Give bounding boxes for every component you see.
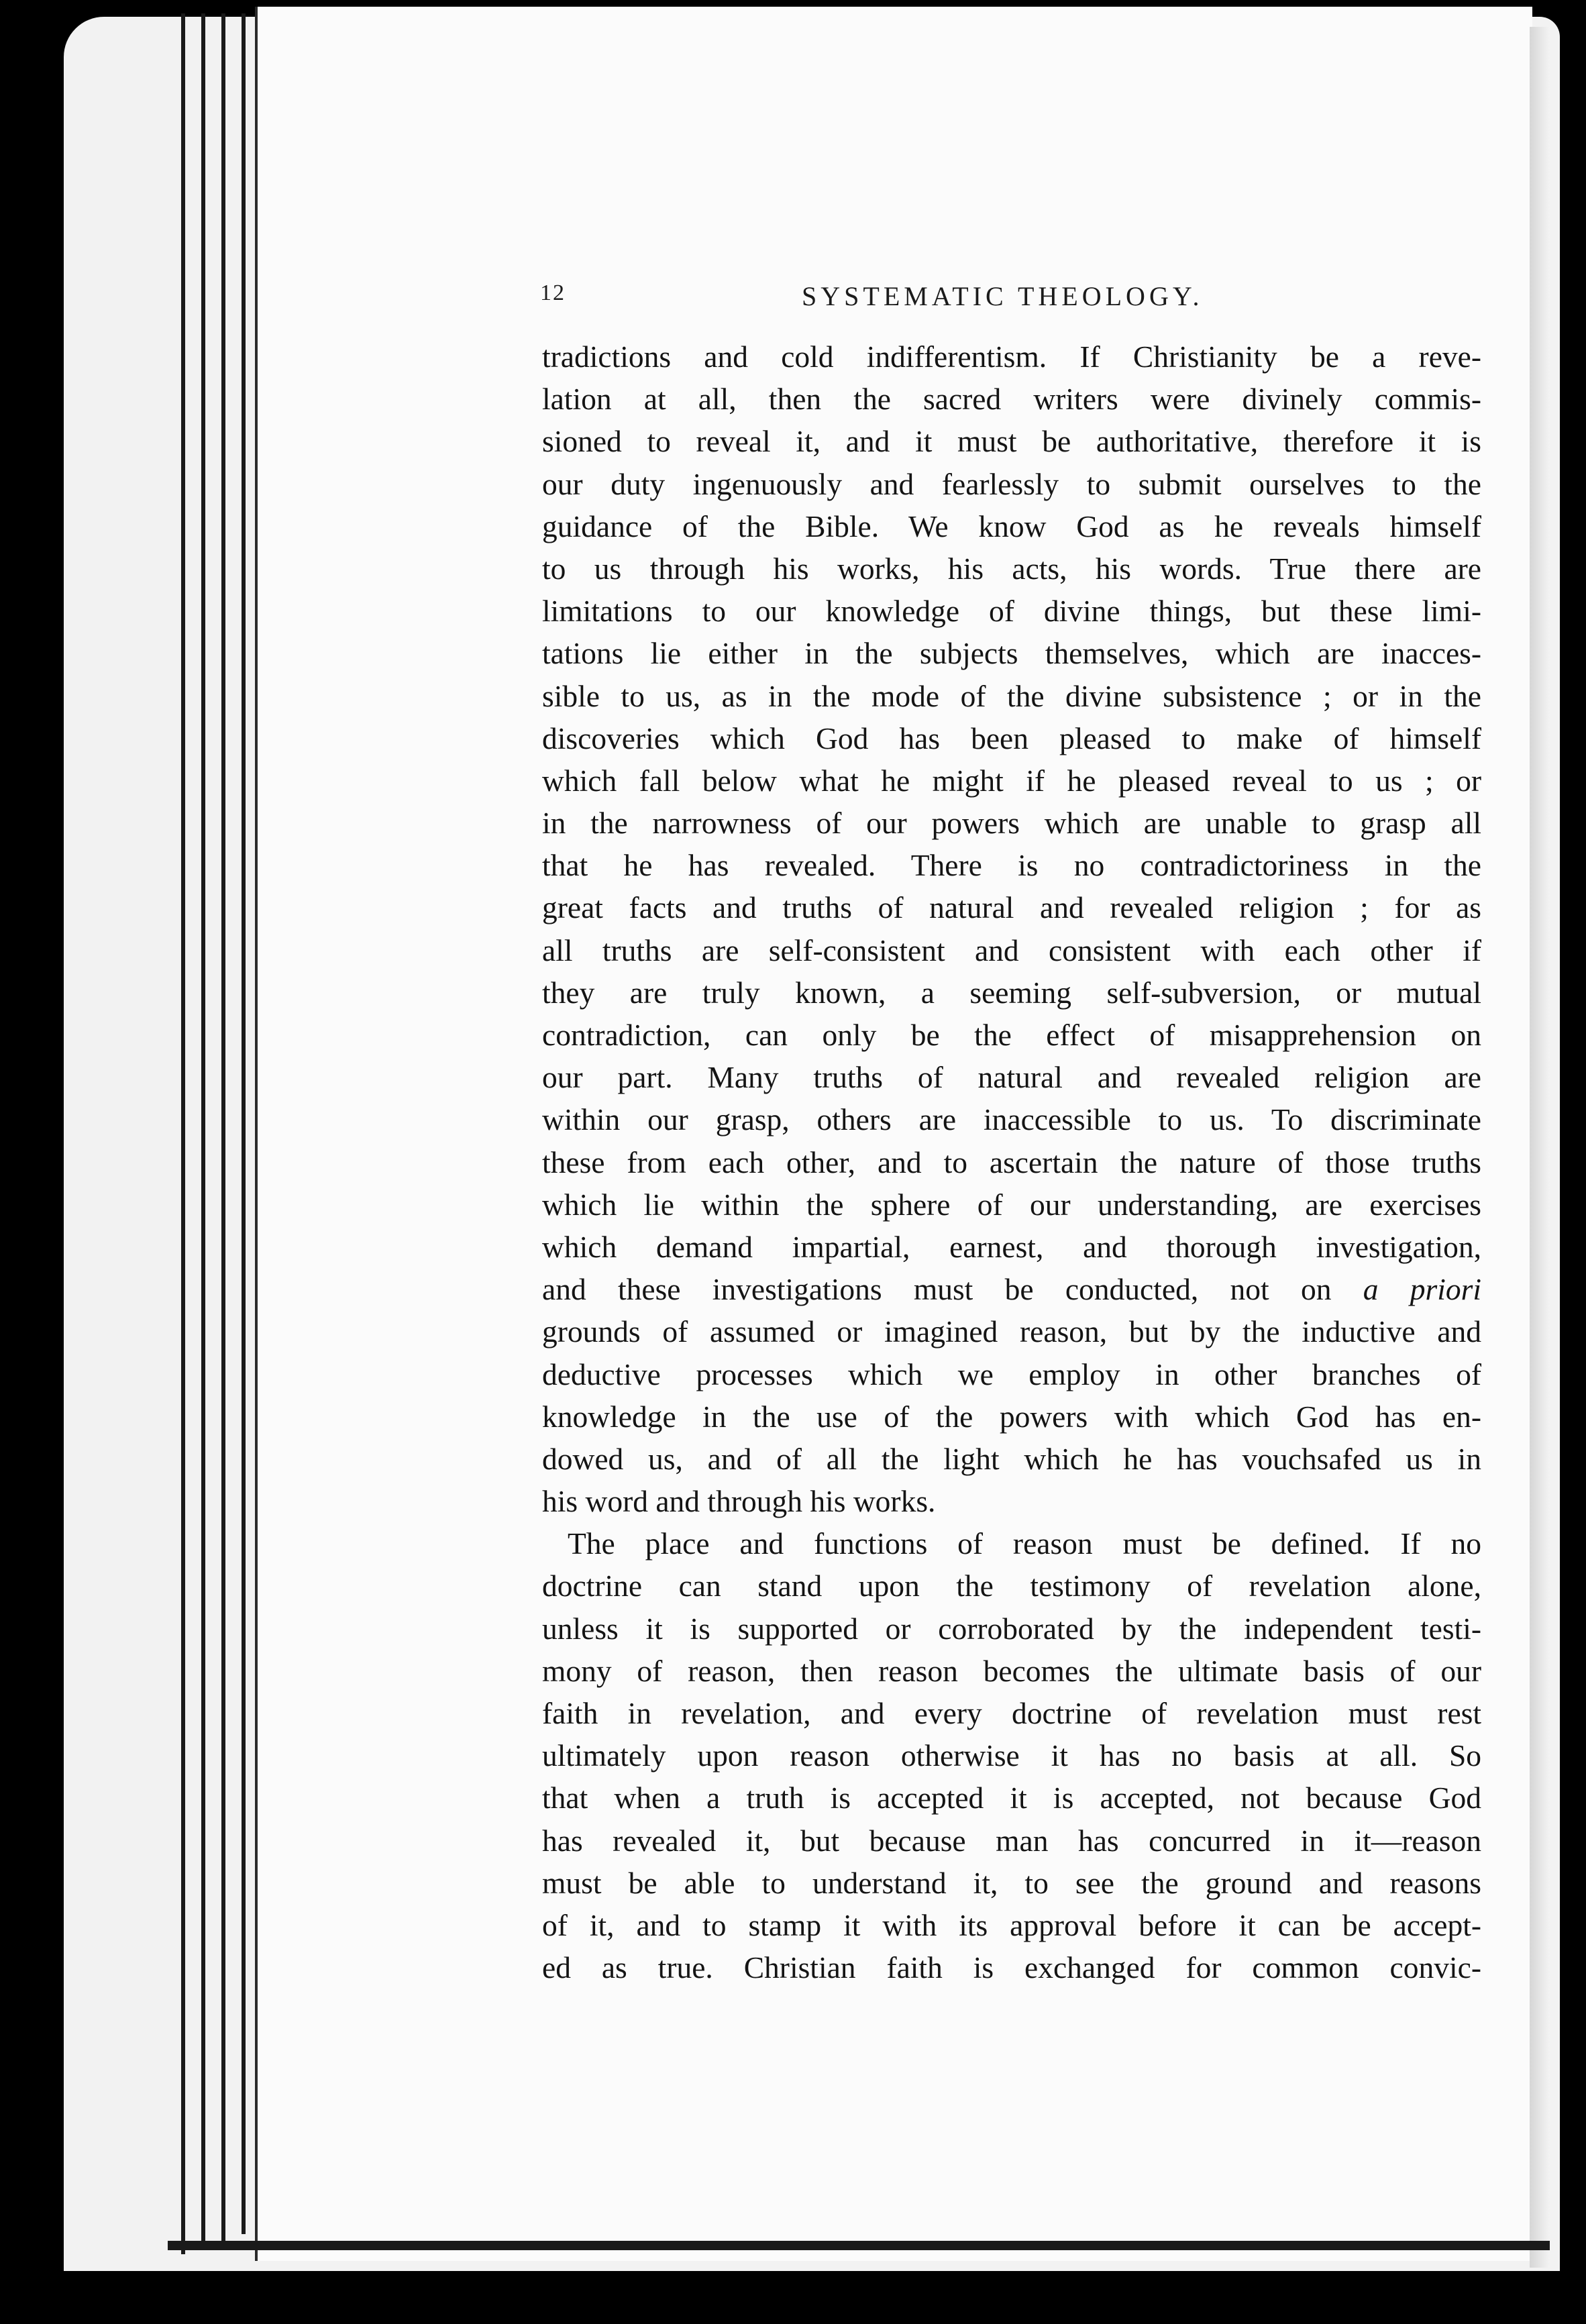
text-line: his word and through his works.	[542, 1484, 936, 1519]
text-line: The place and functions of reason must be defined. If no	[568, 1526, 1481, 1561]
text-line: tations lie either in the subjects themselves, which are inacces-	[542, 636, 1481, 671]
page-edge	[221, 13, 225, 2241]
text-line: tradictions and cold indifferentism. If Christianity be a reve-	[542, 339, 1481, 374]
text-line: has revealed it, but because man has concurred in it—reason	[542, 1823, 1481, 1858]
text-line: which demand impartial, earnest, and thorough investigation,	[542, 1229, 1481, 1264]
page-gutter	[1530, 27, 1550, 2268]
text-line: must be able to understand it, to see the ground and reasons	[542, 1865, 1481, 1900]
text-line: of it, and to stamp it with its approval before it can be accept-	[542, 1907, 1481, 1942]
page-edge	[201, 13, 205, 2248]
text-line: ultimately upon reason otherwise it has no basis at all. So	[542, 1738, 1481, 1773]
text-line: our part. Many truths of natural and revealed religion are	[542, 1060, 1481, 1095]
page-edge	[181, 13, 185, 2254]
text-line: knowledge in the use of the powers with which God has en-	[542, 1399, 1481, 1434]
text-line: grounds of assumed or imagined reason, but by the inductive and	[542, 1314, 1481, 1349]
text-line: they are truly known, a seeming self-subversion, or mutual	[542, 975, 1481, 1010]
text-line: which lie within the sphere of our understanding, are exercises	[542, 1187, 1481, 1222]
text-line-with-italic	[542, 1268, 1481, 1310]
text-line: all truths are self-consistent and consistent with each other if	[542, 933, 1481, 967]
text-line: faith in revelation, and every doctrine of revelation must rest	[542, 1696, 1481, 1730]
text-line: mony of reason, then reason becomes the ultimate basis of our	[542, 1653, 1481, 1688]
page-header	[540, 280, 1466, 321]
text-line: sioned to reveal it, and it must be authoritative, therefore it is	[542, 424, 1481, 459]
text-line: great facts and truths of natural and revealed religion ; for as	[542, 890, 1481, 925]
text-line: limitations to our knowledge of divine things, but these limi-	[542, 594, 1481, 629]
text-line: to us through his works, his acts, his words. True there are	[542, 551, 1481, 586]
text-line: these from each other, and to ascertain the nature of those truths	[542, 1145, 1481, 1179]
text-line: that when a truth is accepted it is accepted, not because God	[542, 1781, 1481, 1815]
text-segment: and these investigations must be conducted, not on	[542, 1272, 1332, 1307]
page-bottom-shadow	[168, 2241, 1550, 2250]
page-edge	[242, 13, 246, 2234]
page-number: 12	[540, 280, 566, 305]
text-line: which fall below what he might if he pleased reveal to us ; or	[542, 763, 1481, 798]
text-line: ed as true. Christian faith is exchanged for common convic-	[542, 1950, 1481, 1985]
text-line: dowed us, and of all the light which he has vouchsafed us in	[542, 1441, 1481, 1476]
paragraph-2	[542, 1522, 1481, 1989]
text-line: that he has revealed. There is no contradictoriness in the	[542, 848, 1481, 883]
text-line: sible to us, as in the mode of the divine subsistence ; or in the	[542, 678, 1481, 713]
text-line: doctrine can stand upon the testimony of revelation alone,	[542, 1569, 1481, 1603]
text-line: discoveries which God has been pleased to make of himself	[542, 721, 1481, 755]
italic-phrase: a priori	[1363, 1272, 1481, 1307]
text-line: contradiction, can only be the effect of misapprehension on	[542, 1018, 1481, 1052]
running-head: SYSTEMATIC THEOLOGY.	[802, 281, 1204, 311]
text-line: within our grasp, others are inaccessible to us. To discriminate	[542, 1102, 1481, 1137]
text-line: unless it is supported or corroborated by the independent testi-	[542, 1611, 1481, 1646]
paragraph-1	[542, 335, 1481, 1522]
text-line: our duty ingenuously and fearlessly to submit ourselves to the	[542, 466, 1481, 501]
text-line: in the narrowness of our powers which are unable to grasp all	[542, 806, 1481, 841]
text-line: lation at all, then the sacred writers were divinely commis-	[542, 382, 1481, 417]
text-line: deductive processes which we employ in other branches of	[542, 1357, 1481, 1391]
text-line: guidance of the Bible. We know God as he reveals himself	[542, 509, 1481, 543]
body-text	[542, 335, 1481, 1989]
